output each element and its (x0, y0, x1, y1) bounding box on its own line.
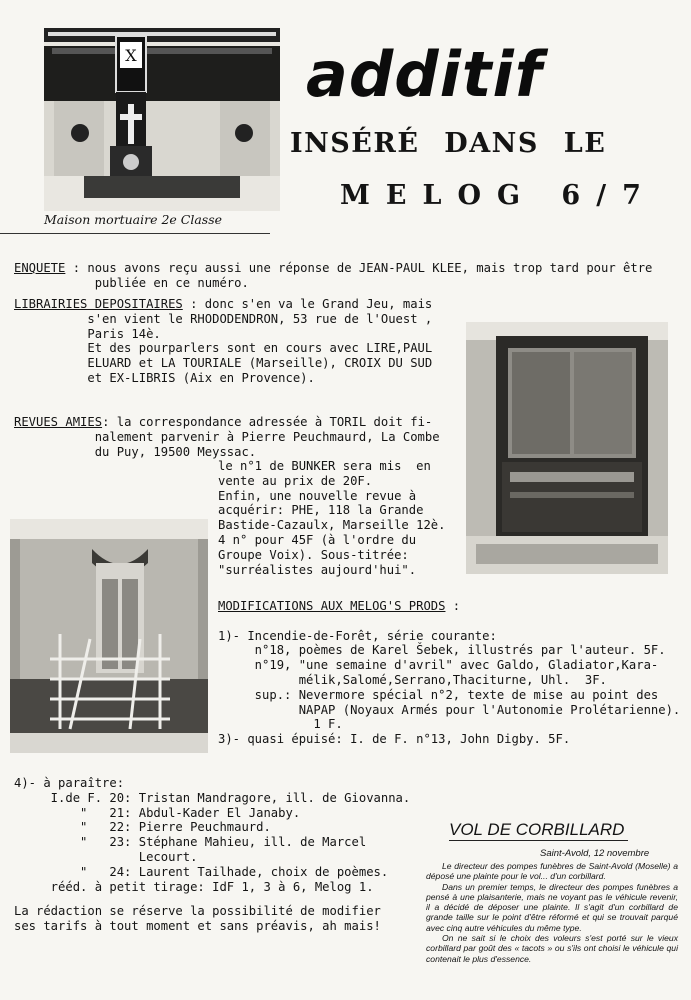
section-a-paraitre (14, 776, 410, 894)
text-line: I.de F. 20: Tristan Mandragore, ill. de Giovanna. (14, 790, 411, 805)
text-line: : donc s'en va le Grand Jeu, mais (182, 297, 433, 311)
text-line: " 21: Abdul-Kader El Janaby. (14, 805, 301, 820)
text-line: Groupe Voix). Sous-titrée: (218, 547, 409, 562)
section-revues-continued (218, 459, 445, 577)
news-body (426, 861, 678, 964)
text-line: rééd. à petit tirage: IdF 1, 3 à 6, Melog 1. (14, 879, 374, 894)
news-headline: VOL DE CORBILLARD (449, 820, 628, 841)
section-librairies (14, 297, 432, 386)
text-line: Et des pourparlers sont en cours avec LIRE,PAUL (14, 341, 433, 356)
text-line: n°19, "une semaine d'avril" avec Galdo, Gladiator,Kara- (218, 658, 659, 673)
text-line: s'en vient le RHODODENDRON, 53 rue de l'Ouest , (14, 311, 433, 326)
text-line: ELUARD et LA TOURIALE (Marseille), CROIX DU SUD (14, 356, 433, 371)
section-label-revues: REVUES AMIES (14, 415, 103, 429)
text-line: Paris 14è. (14, 326, 161, 341)
section-label-librairies: LIBRAIRIES DEPOSITAIRES (14, 297, 183, 311)
section-closing (14, 904, 381, 934)
photo-staircase-room (10, 519, 208, 753)
text-line: le n°1 de BUNKER sera mis en (218, 459, 431, 473)
header-divider (0, 233, 270, 234)
photo-doorway (466, 322, 668, 574)
text-line: mélik,Salomé,Serrano,Thaciturne, Uhl. 3F. (218, 672, 607, 687)
text-line: Bastide-Cazaulx, Marseille 12è. (218, 518, 446, 533)
news-dateline: Saint-Avold, 12 novembre (540, 848, 650, 859)
text-line: : la correspondance adressée à TORIL doit fi- (102, 415, 433, 429)
section-label-enquete: ENQUETE (14, 261, 66, 275)
text-line: Lecourt. (14, 849, 198, 864)
text-line: vente au prix de 20F. (218, 473, 373, 488)
text-line: : nous avons reçu aussi une réponse de JEAN-PAUL KLEE, mais trop tard pour être (65, 261, 653, 275)
section-label-modifications: MODIFICATIONS AUX MELOG'S PRODS (218, 599, 446, 613)
text-line: publiée en ce numéro. (14, 275, 249, 290)
illustration-caption: Maison mortuaire 2e Classe (44, 212, 223, 227)
section-revues (14, 415, 440, 459)
text-line: " 23: Stéphane Mahieu, ill. de Marcel (14, 835, 367, 850)
text-line: : (445, 599, 461, 613)
text-line: 4 n° pour 45F (à l'ordre du (218, 532, 417, 547)
text-line: 1)- Incendie-de-Forêt, série courante: (218, 628, 497, 643)
text-line: ses tarifs à tout moment et sans préavis, ah mais! (14, 918, 381, 933)
illustration-mortuary-chapel (44, 28, 280, 211)
text-line: acquérir: PHE, 118 la Grande (218, 503, 424, 518)
svg-text:X: X (125, 46, 137, 65)
text-line: " 24: Laurent Tailhade, choix de poèmes. (14, 864, 389, 879)
page-title: additif (306, 38, 543, 111)
section-enquete (14, 261, 652, 291)
news-paragraph: On ne sait si le choix des voleurs s'est porté sur le vieux corbillard par goût des « tacots » ou s'ils ont choisi le véhicule qui contenait le plus d'essence. (426, 933, 678, 964)
text-line: du Puy, 19500 Meyssac. (14, 444, 257, 459)
text-line: et EX-LIBRIS (Aix en Provence). (14, 370, 315, 385)
text-line: nalement parvenir à Pierre Peuchmaurd, La Combe (14, 429, 440, 444)
text-line: "surréalistes aujourd'hui". (218, 562, 417, 577)
subtitle-line-2: MELOG 6/7 (340, 180, 657, 211)
news-paragraph: Dans un premier temps, le directeur des pompes funèbres a pensé à une plaisanterie, mais ne voyant pas le véhicule revenir, il a décidé de déposer une plainte. Il s'agit d'un corbillard de grande taille sur le point d'être réformé et qui se trouvait parqué avec cinq autre véhicules du même type. (426, 881, 678, 933)
news-paragraph: Le directeur des pompes funèbres de Saint-Avold (Moselle) a déposé une plainte pour le vol... d'un corbillard. (426, 861, 678, 882)
subtitle-line-1: INSÉRÉ DANS LE (290, 128, 607, 159)
text-line: 4)- à paraître: (14, 776, 125, 790)
text-line: 3)- quasi épuisé: I. de F. n°13, John Digby. 5F. (218, 732, 571, 747)
text-line: Enfin, une nouvelle revue à (218, 488, 417, 503)
text-line: La rédaction se réserve la possibilité de modifier (14, 904, 381, 918)
text-line: n°18, poèmes de Karel Šebek, illustrés par l'auteur. 5F. (218, 643, 666, 658)
section-modifications (218, 599, 680, 747)
text-line: sup.: Nevermore spécial n°2, texte de mise au point des (218, 687, 659, 702)
text-line: " 22: Pierre Peuchmaurd. (14, 820, 271, 835)
text-line: 1 F. (218, 717, 343, 732)
text-line: NAPAP (Noyaux Armés pour l'Autonomie Prolétarienne). (218, 702, 681, 717)
